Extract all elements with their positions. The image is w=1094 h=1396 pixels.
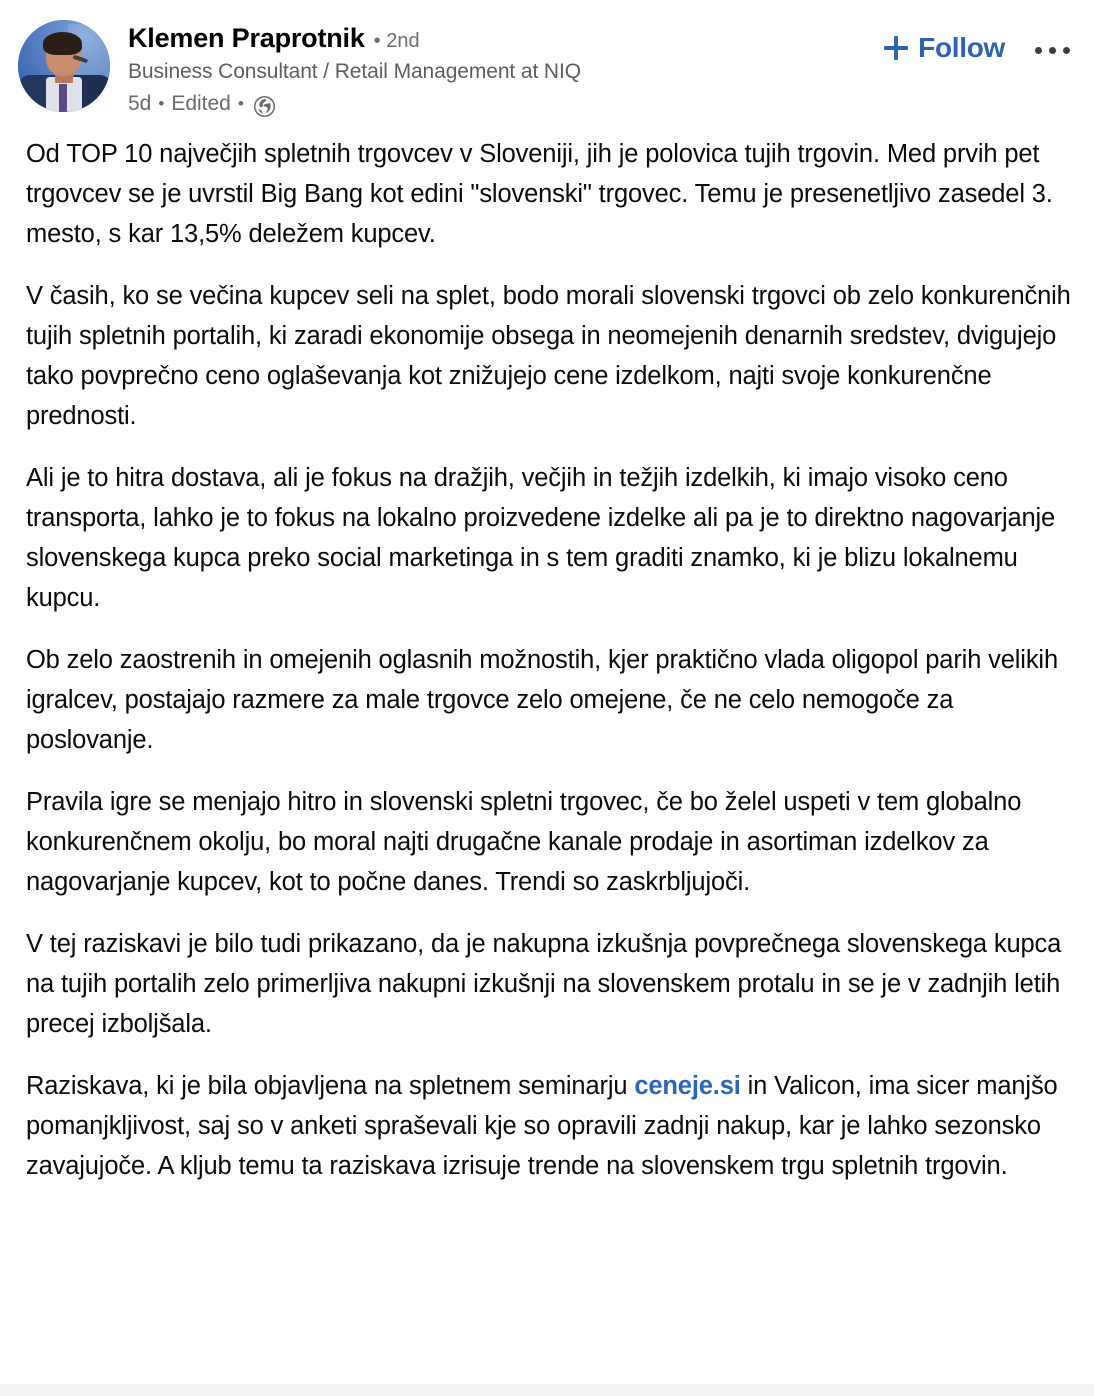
avatar-tie — [59, 84, 66, 112]
author-info — [128, 18, 884, 116]
meta-separator-1: • — [158, 93, 165, 113]
post-paragraph-3: Ali je to hitra dostava, ali je fokus na dražjih, večjih in težjih izdelkih, ki imajo visoko ceno transporta, lahko je to fokus na lokalno proizvedene izdelke ali pa je to direktno nagovarjanje slovenskega kupca preko social marketinga in s tem graditi znamko, ki je blizu lokalnemu kupcu. — [26, 464, 1056, 613]
post-paragraph-5: Pravila igre se menjajo hitro in slovenski spletni trgovec, če bo želel uspeti v tem globalno konkurenčnem okolju, bo moral najti drugačne kanale prodaje in asortiman izdelkov za nagovarjanje kupcev, kot to počne danes. Trendi so zaskrbljujoči. — [26, 788, 1022, 897]
plus-icon — [884, 36, 908, 60]
ellipsis-icon-dot-1 — [1035, 47, 1042, 54]
post-paragraph-6: V tej raziskavi je bilo tudi prikazano, da je nakupna izkušnja povprečnega slovenskega kupca na tujih portalih zelo primerljiva nakupni izkušnji na slovenskem protalu in se je v zadnjih letih precej izboljšala. — [26, 930, 1062, 1039]
bottom-divider-strip — [0, 1384, 1094, 1396]
author-headline: Business Consultant / Retail Management at NIQ — [128, 60, 581, 84]
post-edited-label: Edited — [171, 92, 231, 116]
ellipsis-icon-dot-2 — [1049, 47, 1056, 54]
post-paragraph-1: Od TOP 10 največjih spletnih trgovcev v Sloveniji, jih je polovica tujih trgovin. Med prvih pet trgovcev se je uvrstil Big Bang kot edini "slovenski" trgovec. Temu je presenetljivo zasedel 3. mesto, s kar 13,5% deležem kupcev. — [26, 140, 1053, 249]
follow-button[interactable] — [884, 32, 1005, 64]
ellipsis-icon-dot-3 — [1063, 47, 1070, 54]
post-paragraph-2: V časih, ko se večina kupcev seli na splet, bodo morali slovenski trgovci ob zelo konkurenčnih tujih spletnih portalih, ki zaradi ekonomije obsega in neomejenih denarnih sredstev, dvigujejo tako povprečno ceno oglaševanja kot znižujejo cene izdelkom, najti svoje konkurenčne prednosti. — [26, 282, 1071, 431]
post-header — [0, 0, 1094, 116]
post-timestamp: 5d — [128, 92, 152, 116]
meta-separator-2: • — [237, 93, 244, 113]
avatar[interactable] — [18, 20, 110, 112]
final-paragraph-suffix: in Valicon, ima sicer manjšo pomanjkljivost, saj so v anketi spraševali kje so opravili zadnji nakup, kar je lahko sezonsko zavajujoče. A kljub temu ta raziskava izrisuje trende na slovenskem trgu spletnih trgovin. — [26, 1072, 1058, 1181]
post-body — [0, 116, 1094, 1186]
post-header-actions — [884, 18, 1074, 64]
post-paragraph-4: Ob zelo zaostrenih in omejenih oglasnih možnostih, kjer praktično vlada oligopol parih velikih igralcev, postajajo razmere za male trgovce zelo omejene, če ne celo nemogoče za poslovanje. — [26, 646, 1058, 755]
final-paragraph-prefix: Raziskava, ki je bila objavljena na spletnem seminarju — [26, 1072, 635, 1101]
author-name[interactable]: Klemen Praprotnik — [128, 23, 365, 53]
post-meta-row — [128, 92, 884, 116]
ceneje-si-link[interactable]: ceneje.si — [634, 1072, 741, 1101]
author-name-row — [128, 24, 884, 52]
connection-degree-badge: • 2nd — [373, 30, 420, 52]
globe-icon — [253, 95, 276, 118]
avatar-hair — [43, 32, 83, 55]
follow-button-label: Follow — [918, 32, 1005, 63]
post-paragraph-7 — [26, 1066, 1072, 1186]
more-options-button[interactable] — [1031, 32, 1074, 62]
